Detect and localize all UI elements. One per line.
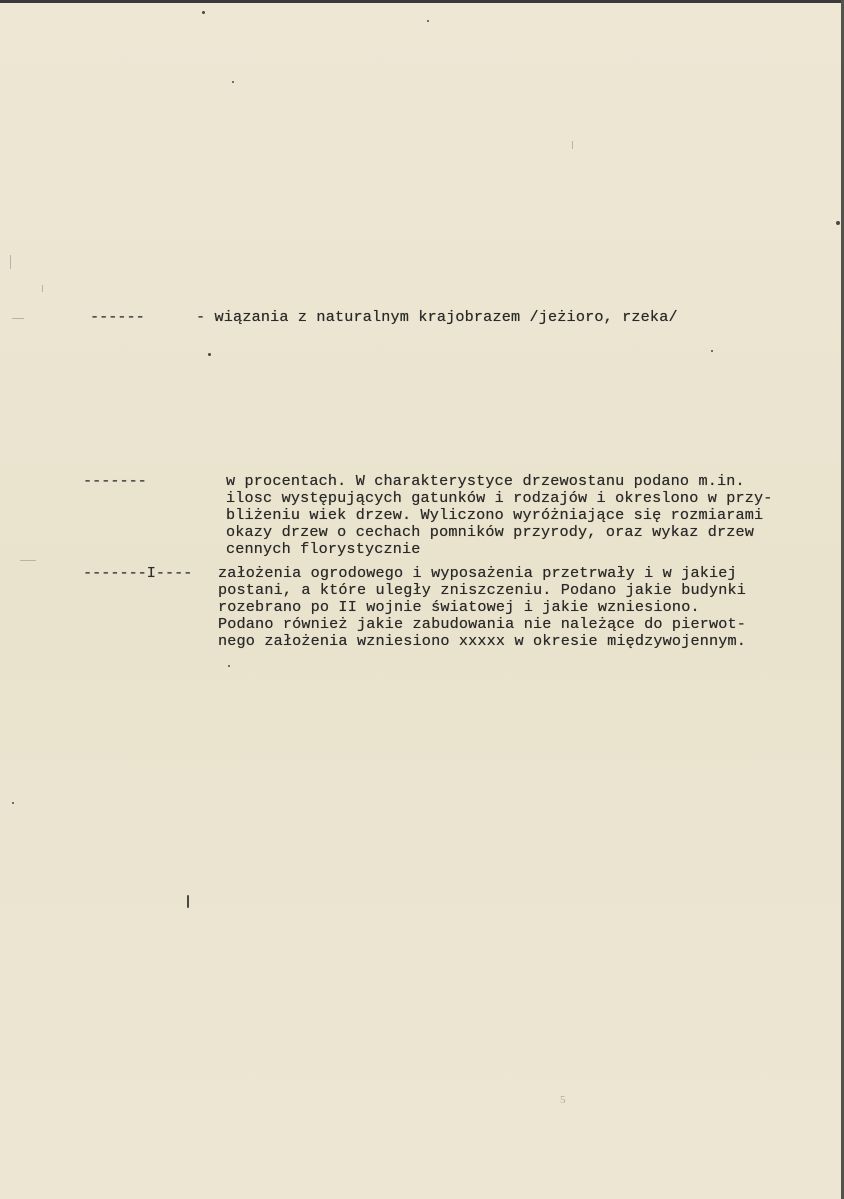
section-2-line-3: bliżeniu wiek drzew. Wyliczono wyróżniające się rozmiarami — [226, 506, 764, 524]
paper-speck — [232, 81, 234, 83]
paper-mark — [572, 141, 573, 149]
paper-speck — [711, 350, 713, 352]
section-1-marker: ------ — [90, 308, 145, 326]
paper-speck — [427, 20, 429, 22]
section-2-line-5: cennych florystycznie — [226, 540, 421, 558]
paper-mark — [10, 255, 11, 269]
paper-speck — [187, 895, 189, 908]
section-2-line-2: ilosc występujących gatunków i rodzajów i okreslono w przy- — [226, 489, 773, 507]
paper-speck — [836, 221, 840, 225]
section-3-line-2: postani, a które uległy zniszczeniu. Podano jakie budynki — [218, 581, 747, 599]
paper-mark — [12, 318, 24, 319]
section-3-marker: -------I---- — [83, 564, 193, 582]
section-3-line-4: Podano również jakie zabudowania nie należące do pierwot- — [218, 615, 747, 633]
section-2-line-4: okazy drzew o cechach pomników przyrody, oraz wykaz drzew — [226, 523, 755, 541]
section-1-line-1: - wiązania z naturalnym krajobrazem /jeżioro, rzeka/ — [196, 308, 678, 326]
section-3-line-3: rozebrano po II wojnie światowej i jakie wzniesiono. — [218, 598, 700, 616]
paper-mark — [20, 560, 36, 561]
page-top-edge — [0, 0, 844, 3]
paper-speck — [208, 353, 211, 356]
section-3-line-5: nego założenia wzniesiono xxxxx w okresie międzywojennym. — [218, 632, 747, 650]
paper-mark — [42, 285, 43, 292]
paper-speck — [12, 802, 14, 804]
section-2-marker: ------- — [83, 472, 147, 490]
paper-speck — [228, 665, 230, 667]
page-number-mark: 5 — [560, 1094, 566, 1106]
section-3-line-1: założenia ogrodowego i wyposażenia przetrwały i w jakiej — [218, 564, 737, 582]
paper-speck — [202, 11, 205, 14]
section-2-line-1: w procentach. W charakterystyce drzewostanu podano m.in. — [226, 472, 745, 490]
